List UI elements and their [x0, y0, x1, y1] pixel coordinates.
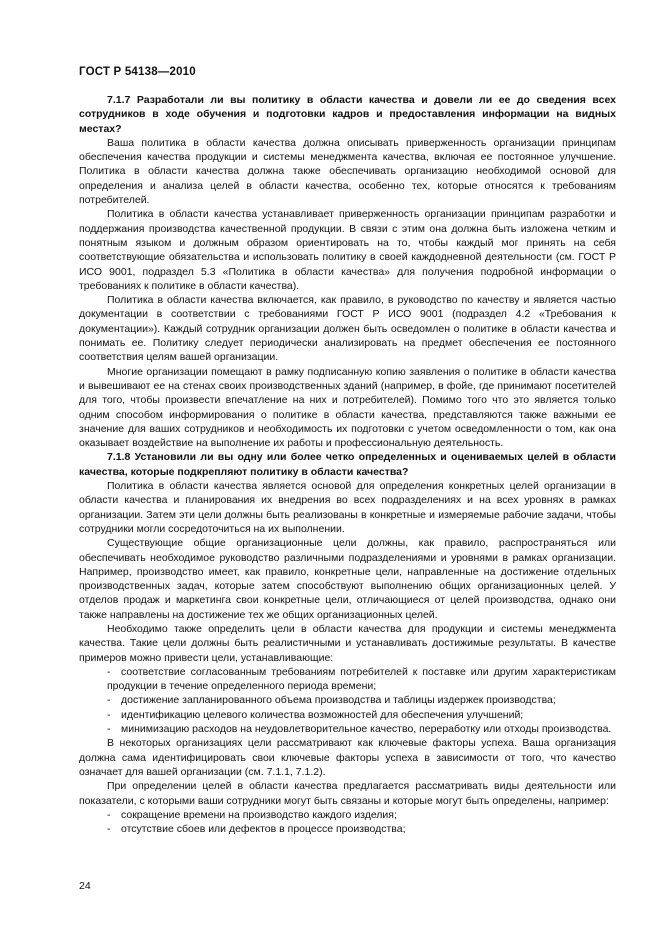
dash-bullet: -	[107, 823, 111, 836]
list-item-text: минимизацию расходов на неудовлетворительное качество, переработку или отходы производства.	[121, 723, 612, 736]
dash-bullet: -	[107, 665, 111, 678]
list-item-text: соответствие согласованным требованиям потребителей к поставке или другим характеристикам продукции в течение определенного периода времени;	[107, 665, 616, 693]
paragraph: Политика в области качества включается, как правило, в руководство по качеству и является частью документации в соответствии с требованиями ГОСТ Р ИСО 9001 (подраздел 4.2 «Требования к документации»). Каждый сотрудник организации должен быть осведомлен о политике в области качества и понимать ее. Политику следует периодически анализировать на предмет обеспечения ее постоянного соответствия целям вашей организации.	[79, 294, 616, 364]
list-item-text: достижение запланированного объема производства и таблицы издержек производства;	[121, 694, 556, 707]
paragraph: В некоторых организациях цели рассматривают как ключевые факторы успеха. Ваша организация должна сама идентифицировать свои ключевые факторы успеха в зависимости от того, что качество означает для вашей организации (см. 7.1.1, 7.1.2).	[79, 737, 616, 778]
dash-bullet: -	[107, 694, 111, 707]
list-item	[79, 665, 616, 694]
paragraph: Политика в области качества устанавливает приверженность организации принципам разработки и поддержания производства качественной продукции. В связи с этим она должна быть изложена четким и понятным языком и должным образом ориентировать на то, чтобы каждый мог принять на себя соответствующие обязательства и использовать политику в своей каждодневной деятельности (см. ГОСТ Р ИСО 9001, подраздел 5.3 «Политика в области качества» для получения подробной информации о требованиях к политике в области качества).	[79, 208, 616, 292]
list-item	[79, 822, 616, 836]
section-heading: 7.1.8 Установили ли вы одну или более четко определенных и оцениваемых целей в области качества, которые подкрепляют политику в области качества?	[79, 451, 616, 478]
document-body	[79, 93, 616, 836]
list-item-text: идентификацию целевого количества возможностей для обеспечения улучшений;	[121, 708, 524, 721]
list-item	[79, 808, 616, 822]
paragraph: Ваша политика в области качества должна описывать приверженность организации принципам обеспечения качества продукции и системы менеджмента качества, включая ее постоянное улучшение. Политика в области качества должна также обеспечивать организацию необходимой основой для определения и анализа целей в области качества, особенно тех, которые относятся к требованиям потребителей.	[79, 136, 616, 207]
list-item-text: сокращение времени на производство каждого изделия;	[121, 808, 397, 821]
list-item	[79, 722, 616, 736]
list-item-text: отсутствие сбоев или дефектов в процессе производства;	[121, 823, 406, 836]
paragraph: Политика в области качества является основой для определения конкретных целей организации в области качества и планирования их внедрения во всех подразделениях и на всех уровнях в рамках организации. Затем эти цели должны быть реализованы в конкретные и измеряемые рабочие задачи, чтобы сотрудники могли сосредоточиться на их выполнении.	[79, 480, 616, 535]
page-number: 24	[79, 880, 91, 892]
dash-bullet: -	[107, 708, 111, 721]
document-header: ГОСТ Р 54138—2010	[79, 66, 196, 78]
dash-bullet: -	[107, 723, 111, 736]
paragraph: Многие организации помещают в рамку подписанную копию заявления о политике в области качества и вывешивают ее на стенах своих производственных зданий (например, в фойе, где принимают посетителей для того, чтобы произвести впечатление на них и потребителей). Помимо того что это является только одним способом информирования о политике в области качества, представляются также важными ее значение для ваших сотрудников и необходимость их подготовки с учетом осведомленности о том, как она оказывает воздействие на выполнение их работы и профессиональную деятельность.	[79, 365, 616, 450]
list-item	[79, 708, 616, 722]
paragraph: При определении целей в области качества предлагается рассматривать виды деятельности или показатели, с которыми ваши сотрудники могут быть связаны и которые могут быть определены, например:	[79, 780, 616, 807]
paragraph: Существующие общие организационные цели должны, как правило, распространяться или обеспечивать необходимое руководство различными подразделениями и уровнями в рамках организации. Например, производство имеет, как правило, конкретные цели, направленные на достижение отдельных производственных задач, которые затем способствуют выполнению общих организационных целей. У отделов продаж и маркетинга свои конкретные цели, отличающиеся от целей производства, однако они также направлены на достижение тех же общих организационных целей.	[79, 537, 616, 621]
dash-bullet: -	[107, 808, 111, 821]
list-item	[79, 693, 616, 707]
paragraph: Необходимо также определить цели в области качества для продукции и системы менеджмента качества. Такие цели должны быть реалистичными и устанавливать достижимые результаты. В качестве примеров можно привести цели, устанавливающие:	[79, 622, 616, 664]
section-heading: 7.1.7 Разработали ли вы политику в области качества и довели ли ее до сведения всех сотрудников в ходе обучения и подготовки кадров и предоставления информации на видных местах?	[79, 94, 616, 135]
